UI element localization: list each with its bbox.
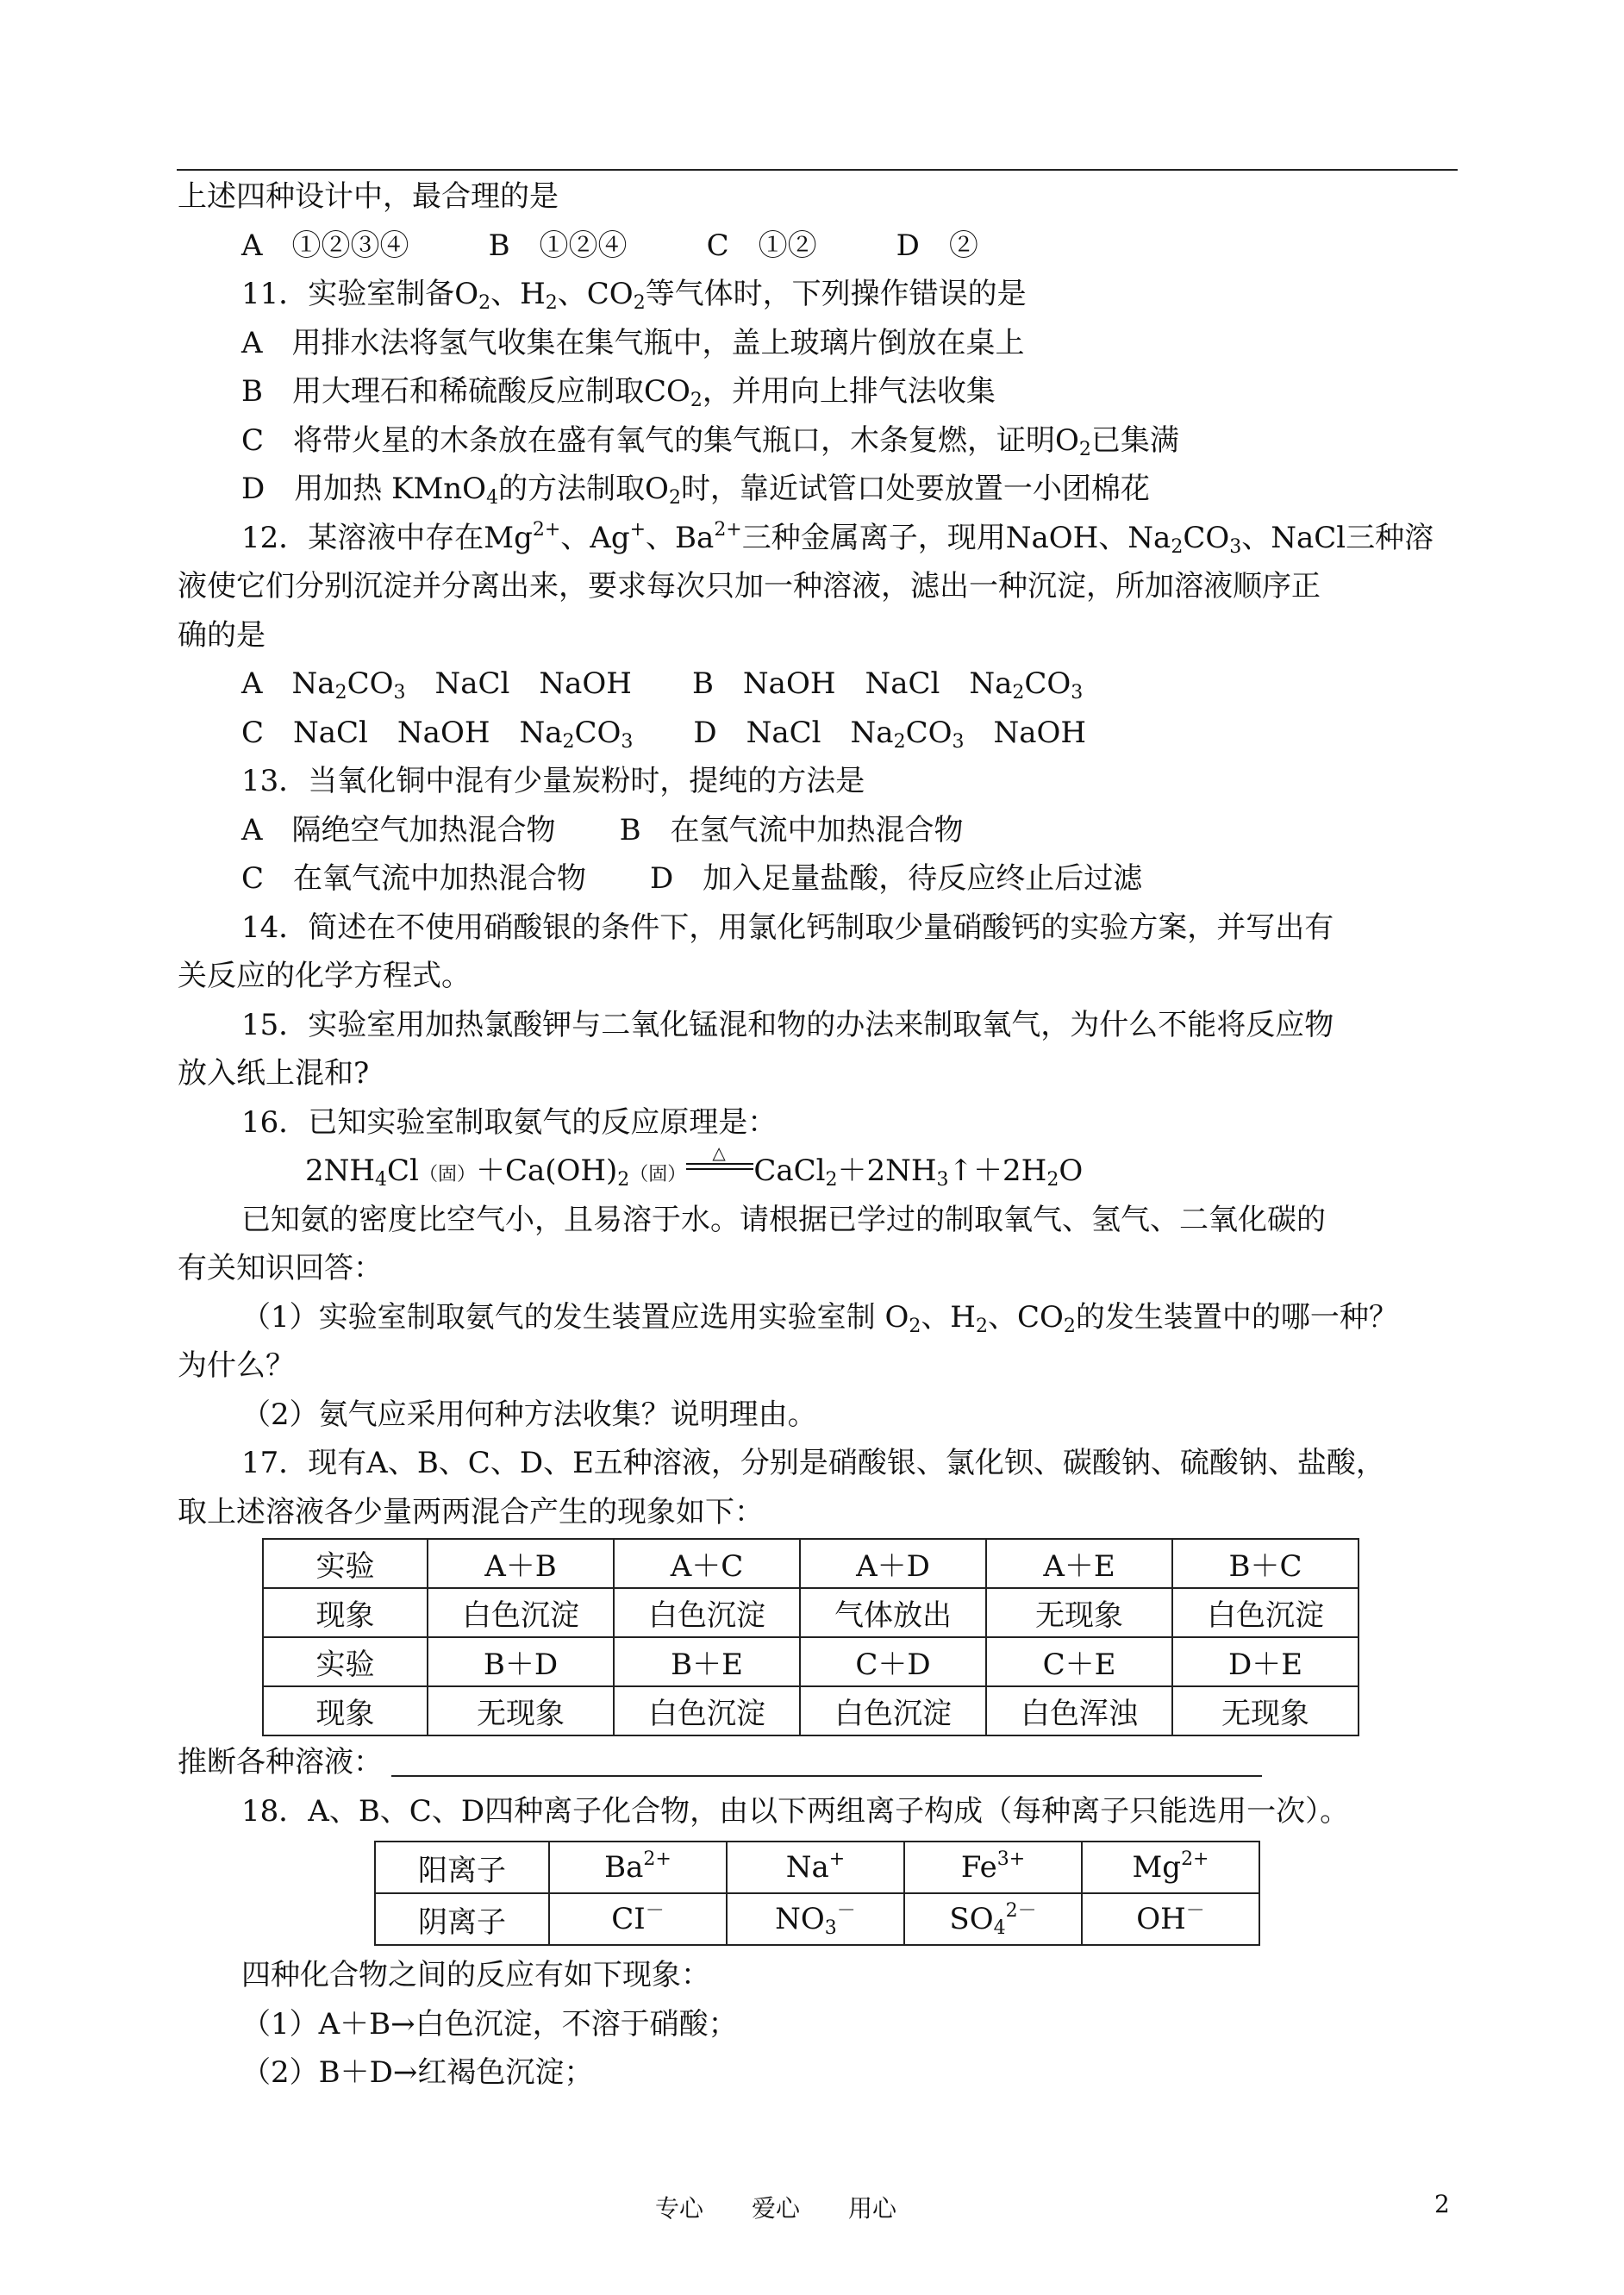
table-cell: 气体放出 [800, 1588, 986, 1637]
question-14: 14．简述在不使用硝酸银的条件下，用氯化钙制取少量硝酸钙的实验方案，并写出有 [241, 910, 1334, 945]
table-row [263, 1686, 1359, 1735]
heat-equals-sign: △ [686, 1154, 753, 1180]
text-line: 有关知识回答： [178, 1251, 383, 1285]
text-line: 确的是 [178, 617, 265, 653]
table-cell: OH－ [1082, 1893, 1259, 1945]
option-line: C 将带火星的木条放在盛有氧气的集气瓶口，木条复燃，证明$O_2$已集满 [241, 422, 1179, 460]
table-cell: 白色沉淀 [428, 1588, 614, 1637]
table-cell: 实验 [263, 1637, 428, 1686]
sub-question: （1）A＋B→白色沉淀，不溶于硝酸； [241, 2006, 738, 2042]
answer-blank[interactable] [391, 1746, 1262, 1777]
table-cell: 白色沉淀 [614, 1686, 800, 1735]
question-18: 18．A、B、C、D四种离子化合物，由以下两组离子构成（每种离子只能选用一次）。 [241, 1793, 1350, 1829]
text-line: 液使它们分别沉淀并分离出来，要求每次只加一种溶液，滤出一种沉淀，所加溶液顺序正 [178, 569, 1321, 603]
table-row [375, 1842, 1259, 1893]
table-cell: A＋B [428, 1539, 614, 1588]
table-cell: CI－ [549, 1893, 727, 1945]
header-rule [177, 169, 1458, 171]
option-line: D 用加热 KMnO$_4$的方法制取$O_2$时，靠近试管口处要放置一小团棉花 [241, 472, 1150, 509]
table-cell: C＋E [986, 1637, 1172, 1686]
table-cell: 白色沉淀 [800, 1686, 986, 1735]
table-cell: B＋C [1172, 1539, 1359, 1588]
answer-line: 推断各种溶液： [178, 1738, 1458, 1787]
chemical-equation: $2NH_4Cl$（固）$+Ca(OH)_2$（固） △ $CaCl_2+2NH_3↑+2H_2O$ [305, 1142, 1084, 1191]
table-cell: 现象 [263, 1588, 428, 1637]
table-cell: Na+ [727, 1842, 904, 1893]
table-cell: 阳离子 [375, 1842, 549, 1893]
table-cell: D＋E [1172, 1637, 1359, 1686]
ion-table [374, 1841, 1260, 1946]
question-12: 12．某溶液中存在$Mg^{2+}$、Ag+、$Ba^{2+}$三种金属离子，现用NaOH、$Na_2CO_3$、NaCl三种溶 [241, 518, 1434, 558]
options-line: A 隔绝空气加热混合物 B 在氢气流中加热混合物 [241, 812, 964, 847]
table-cell: $Ba^{2+}$ [549, 1842, 727, 1893]
table-cell: B＋D [428, 1637, 614, 1686]
options-line: A $Na_2CO_3$ NaCl NaOH B NaOH NaCl $Na_2CO_3$ [241, 666, 1084, 704]
table-cell: 白色沉淀 [1172, 1588, 1359, 1637]
table-cell: 白色沉淀 [614, 1588, 800, 1637]
options-line: A ①②③④ B ①②④ C ①② D ② [241, 228, 978, 263]
sub-question: （2）B＋D→红褐色沉淀； [241, 2055, 594, 2090]
question-17: 17．现有A、B、C、D、E五种溶液，分别是硝酸银、氯化钡、碳酸钠、硫酸钠、盐酸， [241, 1446, 1385, 1480]
text-line: 取上述溶液各少量两两混合产生的现象如下： [178, 1494, 764, 1529]
table-cell: A＋D [800, 1539, 986, 1588]
text-line: 关反应的化学方程式。 [178, 959, 471, 993]
table-cell: A＋C [614, 1539, 800, 1588]
table-cell: A＋E [986, 1539, 1172, 1588]
text-line: 放入纸上混和? [178, 1056, 370, 1091]
question-15: 15．实验室用加热氯酸钾与二氧化锰混和物的办法来制取氧气，为什么不能将反应物 [241, 1007, 1334, 1042]
table-cell: $SO_4^{2-}$ [904, 1893, 1082, 1945]
question-16: 16．已知实验室制取氨气的反应原理是： [241, 1104, 778, 1140]
table-row [263, 1539, 1359, 1588]
options-line: C NaCl NaOH $Na_2CO_3$ D NaCl $Na_2CO_3$ NaOH [241, 715, 1087, 753]
page-number: 2 [1434, 2190, 1450, 2218]
table-cell: 无现象 [986, 1588, 1172, 1637]
table-cell: $NO_3^-$ [727, 1893, 904, 1945]
table-row [263, 1637, 1359, 1686]
footer-motto: 专心 爱心 用心 [655, 2194, 897, 2223]
text-line: 四种化合物之间的反应有如下现象： [241, 1958, 710, 1992]
table-cell: 白色浑浊 [986, 1686, 1172, 1735]
question-13: 13．当氧化铜中混有少量炭粉时，提纯的方法是 [241, 764, 865, 798]
experiment-table [262, 1538, 1359, 1736]
question-11: 11．实验室制备$O_2$、$H_2$、$CO_2$等气体时，下列操作错误的是 [241, 277, 1027, 314]
sub-question: （1）实验室制取氨气的发生装置应选用实验室制 $O_2$、$H_2$、$CO_2$的发生装置中的哪一种？ [241, 1299, 1398, 1337]
option-line: A 用排水法将氢气收集在集气瓶中，盖上玻璃片倒放在桌上 [241, 325, 1025, 360]
table-cell: 无现象 [1172, 1686, 1359, 1735]
table-cell: C＋D [800, 1637, 986, 1686]
text-line: 为什么？ [178, 1348, 295, 1383]
text-line: 上述四种设计中，最合理的是 [178, 179, 559, 214]
table-cell: 无现象 [428, 1686, 614, 1735]
options-line: C 在氧气流中加热混合物 D 加入足量盐酸，待反应终止后过滤 [241, 861, 1143, 896]
table-cell: B＋E [614, 1637, 800, 1686]
document-content [178, 172, 1458, 2098]
table-row [263, 1588, 1359, 1637]
table-cell: $Mg^{2+}$ [1082, 1842, 1259, 1893]
option-line: B 用大理石和稀硫酸反应制取$CO_2$，并用向上排气法收集 [241, 374, 996, 411]
table-row [375, 1893, 1259, 1945]
table-cell: 阴离子 [375, 1893, 549, 1945]
sub-question: （2）氨气应采用何种方法收集？说明理由。 [241, 1397, 817, 1432]
table-cell: 现象 [263, 1686, 428, 1735]
table-cell: $Fe^{3+}$ [904, 1842, 1082, 1893]
text-line: 已知氨的密度比空气小，且易溶于水。请根据已学过的制取氧气、氢气、二氧化碳的 [241, 1202, 1326, 1237]
table-cell: 实验 [263, 1539, 428, 1588]
